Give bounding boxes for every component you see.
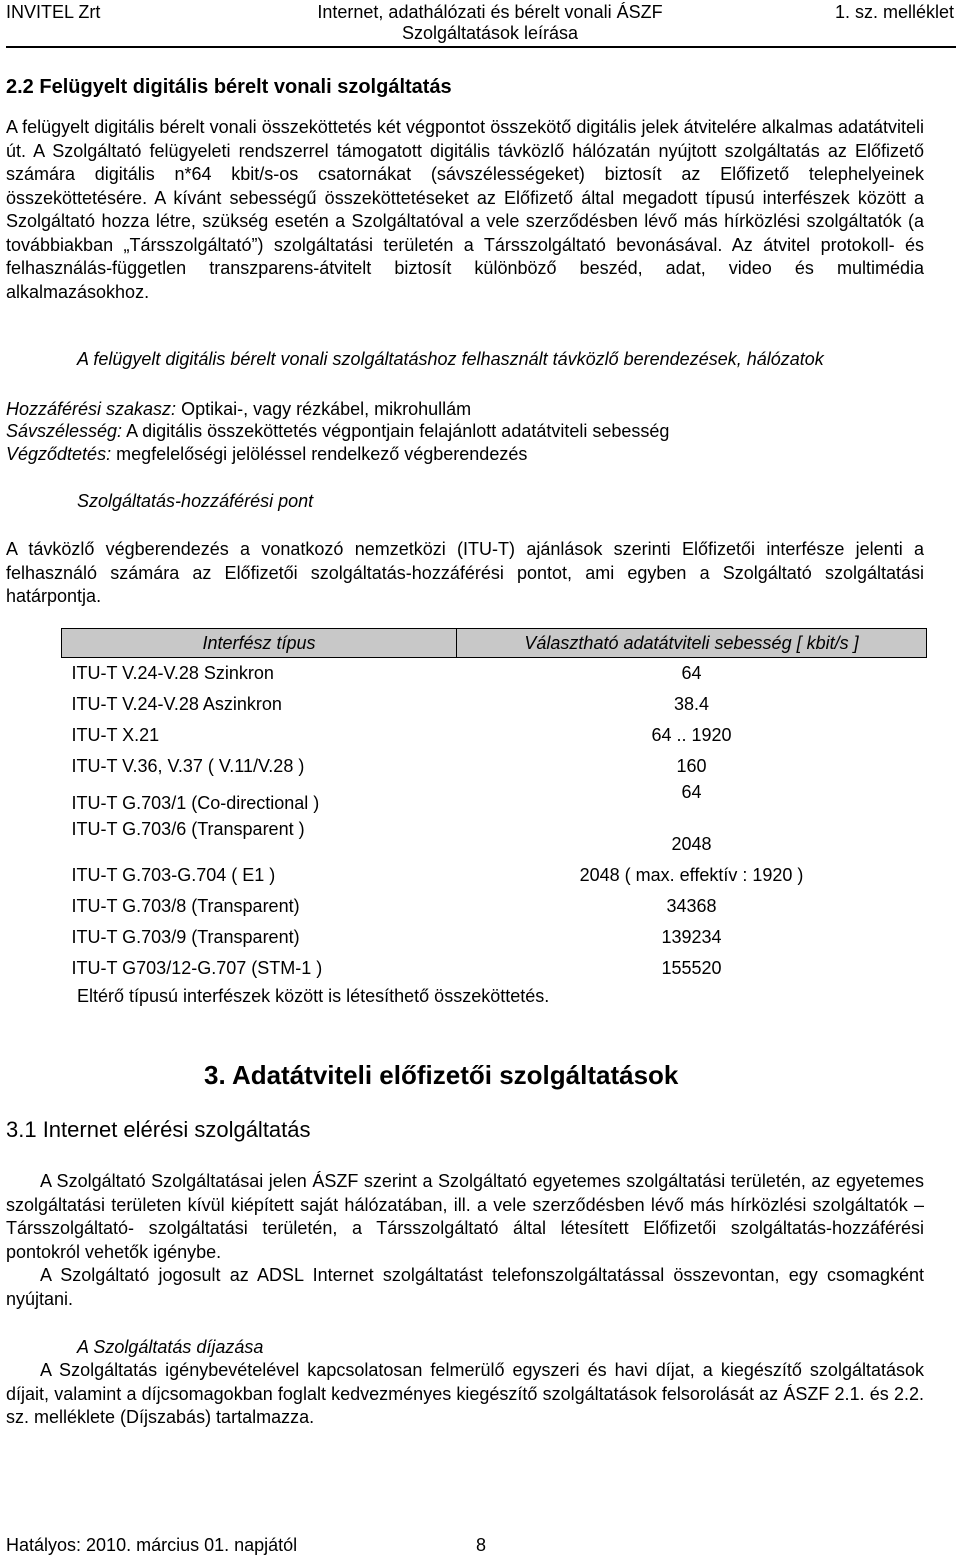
interface-cell: ITU-T V.24-V.28 Aszinkron bbox=[71, 694, 282, 714]
table-row bbox=[62, 751, 927, 782]
header-title bbox=[300, 2, 680, 44]
speed-cell: 64 bbox=[681, 663, 702, 683]
access-section-line bbox=[6, 398, 471, 421]
page-header bbox=[6, 2, 956, 48]
table-row bbox=[62, 860, 927, 891]
interface-note: Eltérő típusú interfészek között is létesíthető összeköttetés. bbox=[77, 986, 550, 1006]
termination-label: Végződtetés: bbox=[6, 444, 112, 464]
interface-table bbox=[61, 628, 927, 984]
interface-cell: ITU-T G.703/6 (Transparent ) bbox=[71, 819, 305, 839]
fees-paragraph: A Szolgáltatás igénybevételével kapcsolatosan felmerülő egyszeri és havi díjat, a kiegészítő szolgáltatások díjait, valamint a díjcsomagokban foglalt kedvezményes kiegészítő szolgáltatások felsorolását az ÁSZF 2.1. és 2.2. sz. melléklete (Díjszabás) tartalmazza. bbox=[6, 1360, 924, 1427]
speed-cell: 64 .. 1920 bbox=[651, 725, 732, 745]
section-3-1-paragraph-1: A Szolgáltató Szolgáltatásai jelen ÁSZF szerint a Szolgáltató egyetemes szolgáltatási területén, az egyetemes szolgáltatási területen kívül kiépített saját hálózatában, ill. a vele szerződésben lévő más hírközlési szolgáltatók –Társszolgáltató- szolgáltatási területén, a Társszolgáltató által létesített Előfizetői szolgáltatás-hozzáférési pontokról vehetők igénybe. bbox=[6, 1171, 924, 1262]
interface-cell: ITU-T V.36, V.37 ( V.11/V.28 ) bbox=[71, 756, 305, 776]
speed-cell: 160 bbox=[676, 756, 707, 776]
termination-value: megfelelőségi jelöléssel rendelkező végberendezés bbox=[111, 444, 528, 464]
speed-cell: 2048 bbox=[671, 834, 712, 854]
speed-cell: 38.4 bbox=[673, 694, 710, 714]
table-row bbox=[62, 922, 927, 953]
table-row bbox=[62, 891, 927, 922]
access-point-paragraph: A távközlő végberendezés a vonatkozó nemzetközi (ITU-T) ajánlások szerinti Előfizetői interfésze jelenti a felhasználó számára az Előfizetői szolgáltatás-hozzáférési pontot, ami egyben a Szolgáltató szolgáltatási határpontja. bbox=[6, 539, 924, 606]
header-company: INVITEL Zrt bbox=[6, 2, 101, 22]
section-3-heading: 3. Adatátviteli előfizetői szolgáltatások bbox=[204, 1060, 679, 1090]
table-row bbox=[62, 689, 927, 720]
interface-cell: ITU-T G.703/1 (Co-directional ) bbox=[71, 793, 320, 813]
speed-cell: 155520 bbox=[661, 958, 722, 978]
interface-cell: ITU-T X.21 bbox=[71, 725, 160, 745]
access-value: Optikai-, vagy rézkábel, mikrohullám bbox=[176, 399, 472, 419]
header-interface-type: Interfész típus bbox=[62, 629, 457, 658]
page-number: 8 bbox=[476, 1535, 487, 1555]
equipment-heading: A felügyelt digitális bérelt vonali szolgáltatáshoz felhasznált távközlő berendezések, hálózatok bbox=[77, 349, 824, 369]
header-annex: 1. sz. melléklet bbox=[834, 2, 954, 22]
section-3-1-paragraph-2: A Szolgáltató jogosult az ADSL Internet szolgáltatást telefonszolgáltatással összevontan, egy csomagként nyújtani. bbox=[6, 1265, 924, 1309]
speed-cell: 64 bbox=[681, 782, 702, 802]
table-row bbox=[62, 953, 927, 984]
interface-cell: ITU-T G.703-G.704 ( E1 ) bbox=[71, 865, 276, 885]
bandwidth-label: Sávszélesség: bbox=[6, 421, 123, 441]
header-title-line1: Internet, adathálózati és bérelt vonali ÁSZF bbox=[317, 2, 663, 22]
interface-cell: ITU-T V.24-V.28 Szinkron bbox=[71, 663, 274, 683]
section-2-2-paragraph: A felügyelt digitális bérelt vonali összeköttetés két végpontot összekötő digitális jelek átvitelére alkalmas adatátviteli út. A Szolgáltató felügyeleti rendszerrel támogatott digitális távközlő hálózatán nyújtott szolgáltatás az Előfizető számára digitális n*64 kbit/s-os csatornákat (sávszélességeket) biztosít az Előfizető telephelyeinek összeköttetésére. A kívánt sebességű összeköttetéseket az Előfizető által megadott típusú interfészek között a Szolgáltató hozza létre, szükség esetén a Szolgáltatóval a vele szerződésben lévő más hírközlési szolgáltatók (a továbbiakban „Társszolgáltató”) szolgáltatási területén a Társszolgáltató bevonásával. Az átvitel protokoll- és felhasználás-független transzparens-átvitelt biztosít különböző beszéd, adat, video és multimédia alkalmazásokhoz. bbox=[6, 117, 924, 302]
section-2-2-heading: 2.2 Felügyelt digitális bérelt vonali szolgáltatás bbox=[6, 76, 452, 98]
access-point-heading: Szolgáltatás-hozzáférési pont bbox=[77, 491, 314, 511]
bandwidth-value: A digitális összeköttetés végpontjain felajánlott adatátviteli sebesség bbox=[122, 421, 670, 441]
table-row bbox=[62, 819, 927, 860]
interface-cell: ITU-T G703/12-G.707 (STM-1 ) bbox=[71, 958, 323, 978]
table-row bbox=[62, 658, 927, 690]
speed-cell: 2048 ( max. effektív : 1920 ) bbox=[579, 865, 804, 885]
page-footer bbox=[6, 1535, 487, 1556]
interface-table-header bbox=[62, 629, 927, 658]
table-row bbox=[62, 782, 927, 819]
termination-line bbox=[6, 443, 527, 466]
table-row bbox=[62, 720, 927, 751]
interface-cell: ITU-T G.703/9 (Transparent) bbox=[71, 927, 300, 947]
speed-cell: 34368 bbox=[666, 896, 717, 916]
access-label: Hozzáférési szakasz: bbox=[6, 399, 177, 419]
header-title-line2: Szolgáltatások leírása bbox=[401, 23, 579, 43]
footer-effective-date: Hatályos: 2010. március 01. napjától bbox=[6, 1535, 298, 1555]
speed-cell: 139234 bbox=[661, 927, 722, 947]
bandwidth-line bbox=[6, 420, 669, 443]
header-speed: Választható adatátviteli sebesség [ kbit/s ] bbox=[457, 629, 927, 658]
interface-cell: ITU-T G.703/8 (Transparent) bbox=[71, 896, 300, 916]
section-3-1-heading: 3.1 Internet elérési szolgáltatás bbox=[6, 1117, 311, 1142]
fees-heading: A Szolgáltatás díjazása bbox=[77, 1337, 264, 1357]
